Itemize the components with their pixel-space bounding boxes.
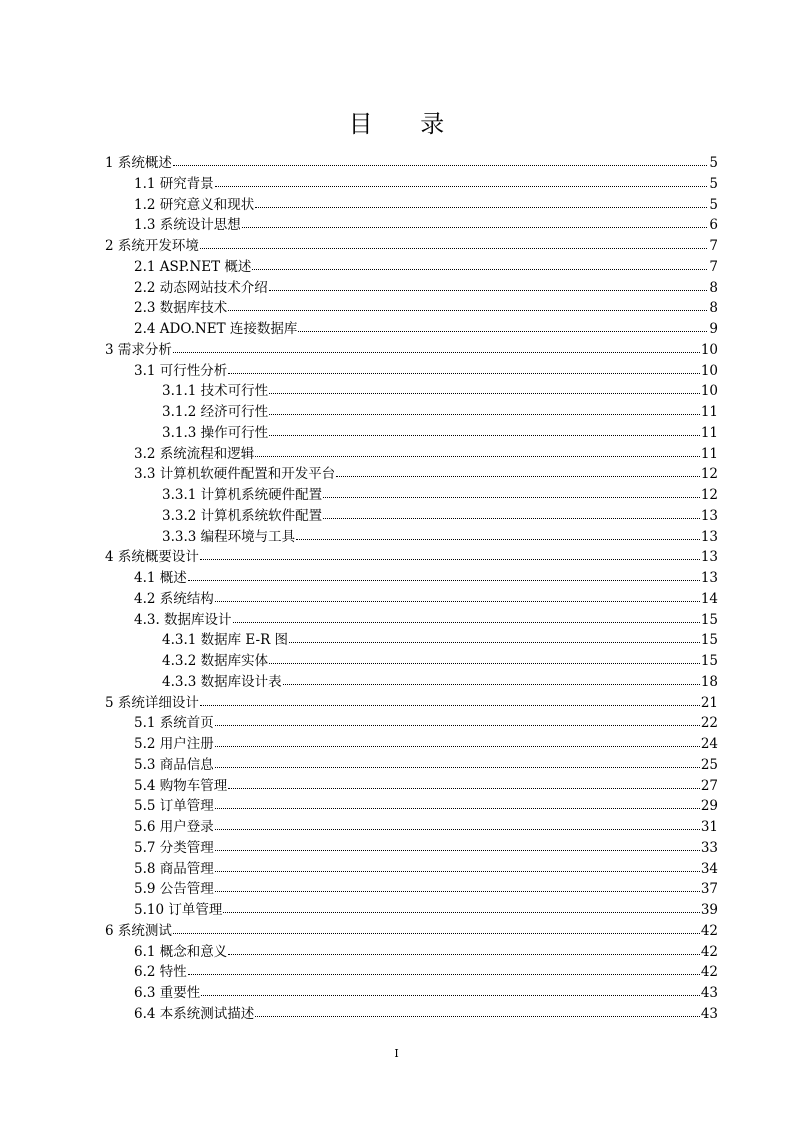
toc-dot-leader: [298, 331, 707, 332]
toc-entry-page: 5: [709, 175, 718, 192]
toc-entry-label: 1.1 研究背景: [134, 175, 214, 192]
toc-dot-leader: [228, 954, 700, 955]
toc-entry-label: 1 系统概述: [105, 155, 172, 171]
toc-entry[interactable]: [105, 381, 718, 402]
toc-entry-page: 13: [700, 570, 718, 586]
toc-entry[interactable]: [105, 319, 718, 340]
toc-entry-label: 3.3.2 计算机系统软件配置: [162, 507, 323, 524]
toc-entry-page: 12: [700, 466, 718, 483]
toc-entry-page: 15: [700, 653, 718, 669]
toc-entry[interactable]: [105, 610, 718, 631]
toc-dot-leader: [323, 497, 700, 498]
toc-entry[interactable]: [105, 278, 718, 299]
toc-entry-page: 14: [700, 590, 718, 607]
toc-dot-leader: [269, 663, 700, 664]
toc-entry-page: 10: [700, 383, 718, 400]
toc-entry[interactable]: [105, 630, 718, 651]
toc-entry[interactable]: [105, 506, 718, 527]
toc-entry-label: 4 系统概要设计: [105, 549, 199, 566]
toc-entry[interactable]: [105, 983, 718, 1004]
toc-entry-label: 6 系统测试: [105, 922, 172, 939]
toc-entry-page: 6: [709, 217, 718, 234]
toc-entry-label: 5.10 订单管理: [134, 902, 223, 918]
toc-dot-leader: [215, 808, 700, 809]
toc-entry-label: 6.3 重要性: [134, 985, 201, 1001]
toc-entry-label: 6.1 概念和意义: [134, 943, 228, 960]
toc-entry-label: 2.1 ASP.NET 概述: [134, 258, 252, 275]
toc-entry[interactable]: [105, 527, 718, 548]
toc-entry-label: 6.2 特性: [134, 964, 187, 981]
toc-entry[interactable]: [105, 838, 718, 859]
toc-dot-leader: [233, 622, 700, 623]
toc-entry-page: 25: [700, 756, 718, 773]
toc-entry-label: 3.1.2 经济可行性: [162, 404, 269, 420]
toc-entry-page: 5: [709, 196, 718, 213]
toc-entry[interactable]: [105, 153, 718, 174]
toc-entry-label: 3.3 计算机软硬件配置和开发平台: [134, 466, 336, 483]
toc-entry-label: 4.1 概述: [134, 570, 187, 586]
toc-dot-leader: [252, 269, 707, 270]
toc-entry[interactable]: [105, 485, 718, 506]
toc-dot-leader: [173, 165, 707, 166]
toc-dot-leader: [215, 746, 700, 747]
toc-entry-label: 5.5 订单管理: [134, 798, 214, 815]
toc-dot-leader: [215, 186, 707, 187]
toc-dot-leader: [269, 414, 700, 415]
table-of-contents: [105, 153, 718, 1025]
toc-dot-leader: [255, 1016, 700, 1017]
toc-entry-label: 4.3. 数据库设计: [134, 611, 232, 628]
toc-dot-leader: [269, 290, 707, 291]
toc-entry-label: 5.3 商品信息: [134, 756, 214, 773]
toc-dot-leader: [201, 995, 700, 996]
toc-entry[interactable]: [105, 361, 718, 382]
toc-entry[interactable]: [105, 693, 718, 714]
toc-entry-label: 5.9 公告管理: [134, 881, 214, 898]
toc-dot-leader: [188, 580, 700, 581]
toc-entry[interactable]: [105, 547, 718, 568]
toc-dot-leader: [323, 518, 700, 519]
toc-entry-label: 3.3.1 计算机系统硬件配置: [162, 487, 323, 503]
toc-entry[interactable]: [105, 817, 718, 838]
toc-entry-page: 43: [700, 985, 718, 1001]
toc-entry-page: 5: [709, 155, 718, 171]
toc-entry[interactable]: [105, 402, 718, 423]
toc-entry-page: 27: [700, 777, 718, 794]
toc-entry-page: 24: [700, 736, 718, 752]
toc-entry-page: 22: [700, 715, 718, 732]
toc-entry-page: 10: [700, 341, 718, 358]
toc-entry[interactable]: [105, 1004, 718, 1025]
toc-entry[interactable]: [105, 215, 718, 236]
toc-entry-label: 3.3.3 编程环境与工具: [162, 528, 296, 545]
toc-entry-page: 13: [700, 549, 718, 566]
toc-dot-leader: [269, 393, 700, 394]
toc-entry-page: 11: [700, 424, 718, 441]
toc-entry-page: 11: [700, 445, 718, 462]
toc-dot-leader: [215, 829, 700, 830]
toc-dot-leader: [336, 476, 700, 477]
toc-entry-page: 15: [700, 611, 718, 628]
toc-entry-page: 9: [709, 321, 718, 337]
toc-entry-label: 1.3 系统设计思想: [134, 217, 241, 234]
page-title: 目 录: [348, 110, 465, 138]
toc-entry[interactable]: [105, 444, 718, 465]
toc-entry[interactable]: [105, 776, 718, 797]
toc-entry[interactable]: [105, 879, 718, 900]
toc-entry[interactable]: [105, 962, 718, 983]
toc-entry-page: 8: [709, 279, 718, 296]
toc-entry-page: 42: [700, 922, 718, 939]
toc-dot-leader: [289, 642, 700, 643]
toc-entry-label: 4.3.2 数据库实体: [162, 653, 269, 669]
toc-entry-page: 8: [709, 300, 718, 317]
toc-entry-label: 1.2 研究意义和现状: [134, 196, 255, 213]
toc-entry-page: 13: [700, 507, 718, 524]
toc-entry-page: 42: [700, 964, 718, 981]
toc-entry[interactable]: [105, 174, 718, 195]
toc-entry-label: 5.6 用户登录: [134, 819, 214, 835]
toc-entry-page: 37: [700, 881, 718, 898]
toc-entry-label: 4.2 系统结构: [134, 590, 214, 607]
toc-entry-label: 6.4 本系统测试描述: [134, 1005, 255, 1022]
toc-entry[interactable]: [105, 195, 718, 216]
toc-entry[interactable]: [105, 464, 718, 485]
toc-dot-leader: [228, 310, 707, 311]
toc-entry-page: 43: [700, 1005, 718, 1022]
toc-entry[interactable]: [105, 713, 718, 734]
toc-dot-leader: [200, 705, 700, 706]
toc-dot-leader: [200, 248, 707, 249]
toc-dot-leader: [255, 207, 707, 208]
toc-entry[interactable]: [105, 589, 718, 610]
toc-entry[interactable]: [105, 257, 718, 278]
toc-entry-page: 13: [700, 528, 718, 545]
toc-entry-label: 2.2 动态网站技术介绍: [134, 279, 268, 296]
toc-dot-leader: [269, 435, 700, 436]
toc-entry[interactable]: [105, 859, 718, 880]
toc-dot-leader: [215, 601, 700, 602]
toc-dot-leader: [188, 974, 700, 975]
toc-entry-page: 31: [700, 819, 718, 835]
toc-entry-label: 2.4 ADO.NET 连接数据库: [134, 321, 298, 337]
toc-entry-label: 3.1 可行性分析: [134, 362, 228, 379]
toc-dot-leader: [255, 456, 700, 457]
toc-dot-leader: [283, 684, 700, 685]
toc-dot-leader: [173, 933, 700, 934]
toc-entry[interactable]: [105, 942, 718, 963]
toc-entry-label: 3 需求分析: [105, 341, 172, 358]
toc-dot-leader: [215, 767, 700, 768]
toc-entry[interactable]: [105, 298, 718, 319]
toc-dot-leader: [200, 559, 700, 560]
toc-dot-leader: [215, 725, 700, 726]
toc-entry[interactable]: [105, 568, 718, 589]
toc-entry-page: 15: [700, 632, 718, 649]
toc-entry-label: 5.8 商品管理: [134, 860, 214, 877]
toc-entry-label: 4.3.1 数据库 E-R 图: [162, 632, 289, 649]
toc-entry-label: 5 系统详细设计: [105, 694, 199, 711]
toc-entry-page: 11: [700, 404, 718, 420]
toc-dot-leader: [296, 539, 700, 540]
toc-entry-label: 5.7 分类管理: [134, 839, 214, 856]
toc-entry[interactable]: [105, 900, 718, 921]
toc-dot-leader: [228, 373, 700, 374]
toc-entry-page: 34: [700, 860, 718, 877]
toc-entry-page: 33: [700, 839, 718, 856]
toc-entry-page: 18: [700, 673, 718, 690]
toc-entry[interactable]: [105, 796, 718, 817]
page-number: I: [394, 1047, 399, 1060]
toc-entry[interactable]: [105, 236, 718, 257]
toc-entry-label: 3.1.1 技术可行性: [162, 383, 269, 400]
toc-dot-leader: [228, 788, 700, 789]
toc-entry[interactable]: [105, 672, 718, 693]
toc-entry-page: 39: [700, 902, 718, 918]
toc-entry[interactable]: [105, 921, 718, 942]
toc-entry[interactable]: [105, 734, 718, 755]
toc-entry-page: 7: [709, 238, 718, 254]
toc-entry-label: 5.4 购物车管理: [134, 777, 228, 794]
toc-entry-page: 42: [700, 943, 718, 960]
toc-dot-leader: [215, 891, 700, 892]
toc-entry-page: 21: [700, 694, 718, 711]
toc-entry-label: 5.2 用户注册: [134, 736, 214, 752]
toc-entry[interactable]: [105, 340, 718, 361]
toc-entry-page: 7: [709, 258, 718, 275]
toc-entry[interactable]: [105, 755, 718, 776]
toc-dot-leader: [215, 871, 700, 872]
toc-entry-label: 2.3 数据库技术: [134, 300, 228, 317]
toc-entry-label: 2 系统开发环境: [105, 238, 199, 254]
toc-entry-label: 5.1 系统首页: [134, 715, 214, 732]
toc-entry-label: 3.2 系统流程和逻辑: [134, 445, 255, 462]
toc-entry-page: 12: [700, 487, 718, 503]
toc-dot-leader: [173, 352, 700, 353]
toc-entry-label: 4.3.3 数据库设计表: [162, 673, 282, 690]
toc-entry-page: 10: [700, 362, 718, 379]
toc-entry[interactable]: [105, 651, 718, 672]
toc-dot-leader: [223, 912, 699, 913]
toc-entry-label: 3.1.3 操作可行性: [162, 424, 269, 441]
toc-dot-leader: [242, 227, 707, 228]
toc-dot-leader: [215, 850, 700, 851]
toc-entry-page: 29: [700, 798, 718, 815]
toc-entry[interactable]: [105, 423, 718, 444]
